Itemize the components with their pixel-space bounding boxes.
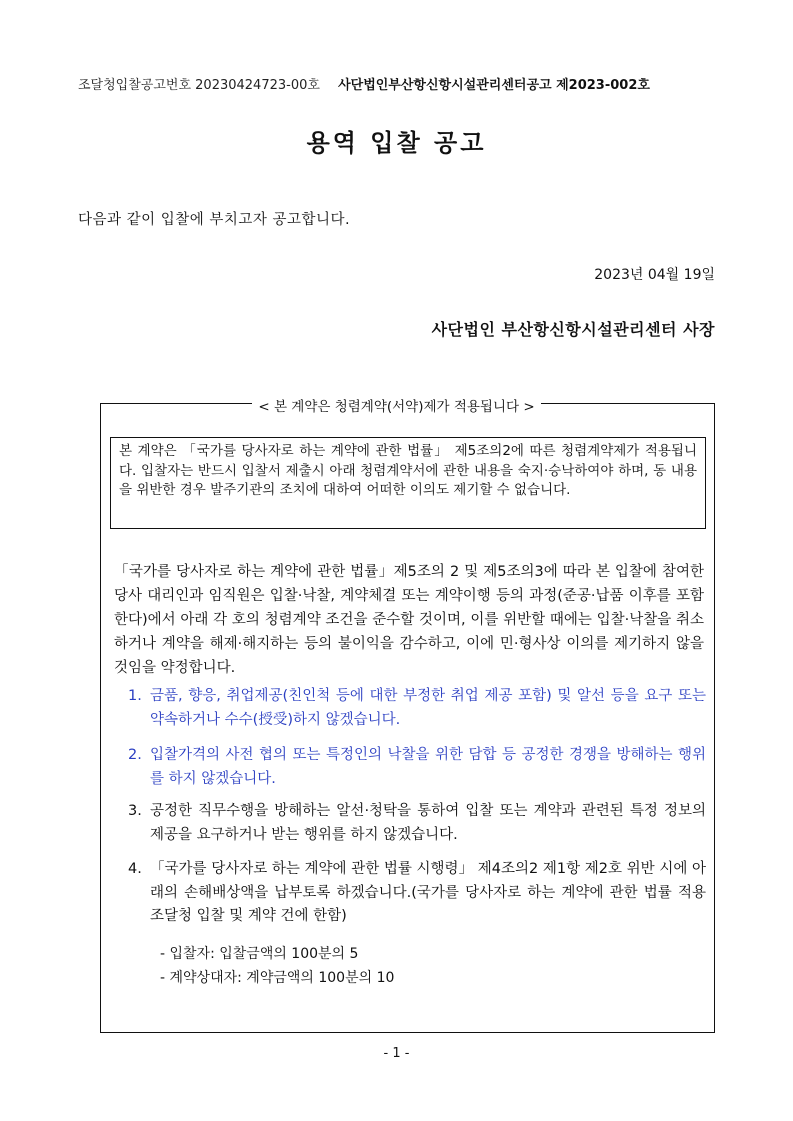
pledge-item-2 xyxy=(128,744,706,791)
document-header xyxy=(78,74,728,93)
pledge-item-number: 1. xyxy=(128,688,142,704)
pledge-item-3 xyxy=(128,800,706,847)
pledge-item-1 xyxy=(128,685,706,732)
pledge-item-text: 「국가를 당사자로 하는 계약에 관한 법률 시행령」 제4조의2 제1항 제2호 위반 시에 아래의 손해배상액을 납부토록 하겠습니다.(국가를 당사자로 하는 계약에 관한 법률 적용 조달청 입찰 및 계약 건에 한함) xyxy=(150,861,706,924)
center-notice-number: 사단법인부산항신항시설관리센터공고 제2023-002호 xyxy=(338,78,650,93)
issuer-name: 사단법인 부산항신항시설관리센터 사장 xyxy=(431,320,715,339)
damages-contractor: - 계약상대자: 계약금액의 100분의 10 xyxy=(160,970,395,986)
pledge-item-text: 금품, 향응, 취업제공(친인척 등에 대한 부정한 취업 제공 포함) 및 알선 등을 요구 또는 약속하거나 수수(授受)하지 않겠습니다. xyxy=(150,688,706,728)
damages-bidder: - 입찰자: 입찰금액의 100분의 5 xyxy=(160,946,359,962)
pledge-item-number: 2. xyxy=(128,747,142,763)
pledge-item-text: 공정한 직무수행을 방해하는 알선·청탁을 통하여 입찰 또는 계약과 관련된 특정 정보의 제공을 요구하거나 받는 행위를 하지 않겠습니다. xyxy=(150,803,706,843)
integrity-caption-text: < 본 계약은 청렴계약(서약)제가 적용됩니다 > xyxy=(252,399,540,415)
document-title: 용역 입찰 공고 xyxy=(306,129,487,157)
integrity-box-caption xyxy=(0,395,793,415)
procurement-notice-number: 조달청입찰공고번호 20230424723-00호 xyxy=(78,78,320,93)
notice-date: 2023년 04월 19일 xyxy=(594,267,715,283)
pledge-item-4 xyxy=(128,858,706,929)
integrity-notice-box: 본 계약은 「국가를 당사자로 하는 계약에 관한 법률」 제5조의2에 따른 청렴계약제가 적용됩니다. 입찰자는 반드시 입찰서 제출시 아래 청렴계약서에 관한 내용을 숙지·승낙하여야 하며, 동 내용을 위반한 경우 발주기관의 조치에 대하여 어떠한 이의도 제기할 수 없습니다. xyxy=(110,437,706,529)
pledge-item-number: 4. xyxy=(128,861,142,877)
pledge-item-text: 입찰가격의 사전 협의 또는 특정인의 낙찰을 위한 담합 등 공정한 경쟁을 방해하는 행위를 하지 않겠습니다. xyxy=(150,747,706,787)
integrity-pledge-paragraph: 「국가를 당사자로 하는 계약에 관한 법률」제5조의 2 및 제5조의3에 따라 본 입찰에 참여한 당사 대리인과 임직원은 입찰·낙찰, 계약체결 또는 계약이행 등의 과정(준공·납품 이후를 포함한다)에서 아래 각 호의 청렴계약 조건을 준수할 것이며, 이를 위반할 때에는 입찰·낙찰을 취소하거나 계약을 해제·해지하는 등의 불이익을 감수하고, 이에 민·형사상 이의를 제기하지 않을 것임을 약정합니다. xyxy=(114,564,704,676)
pledge-item-number: 3. xyxy=(128,803,142,819)
intro-text: 다음과 같이 입찰에 부치고자 공고합니다. xyxy=(78,212,351,228)
page-number: - 1 - xyxy=(383,1046,410,1061)
